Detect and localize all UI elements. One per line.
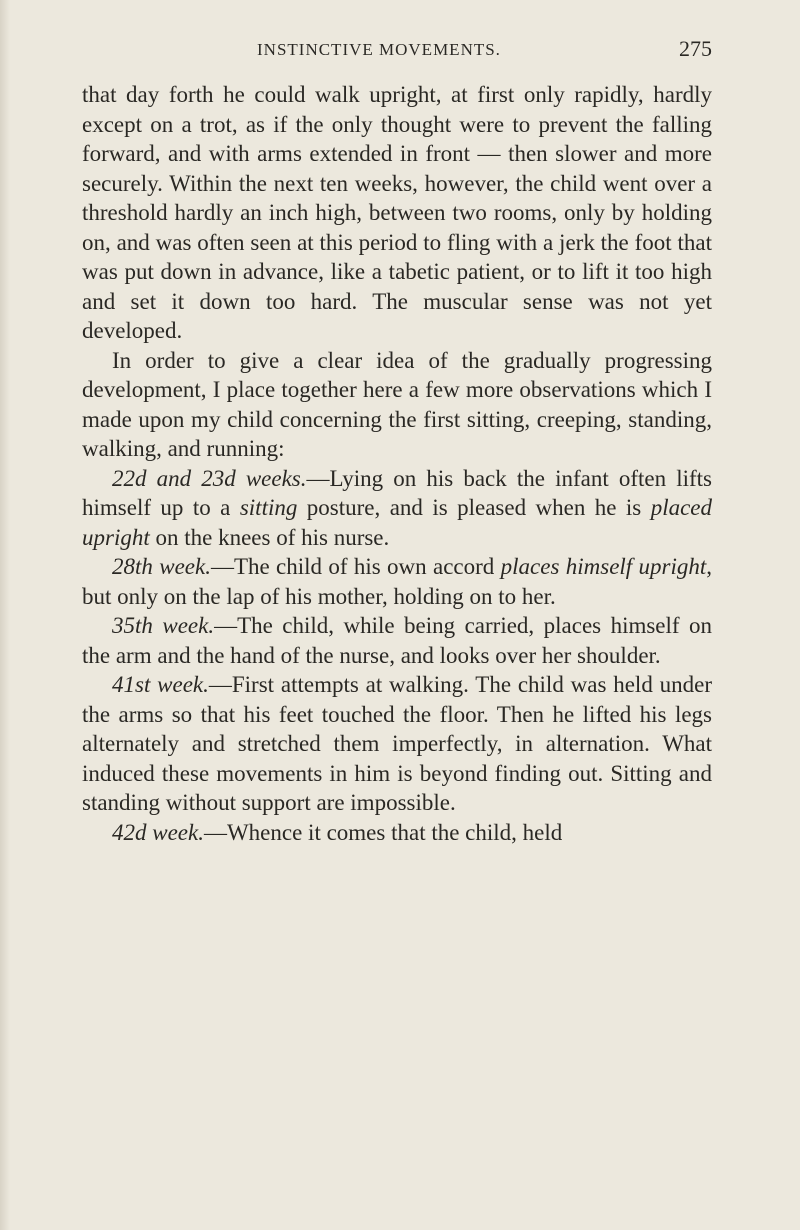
observation-text: posture, and is pleased when he is [297, 495, 651, 520]
emphasized-phrase: places himself upright [500, 554, 707, 579]
observation-text: , but only on the lap of his mother, holding on to her. [82, 554, 712, 609]
observation-text: —Whence it comes that the child, held [203, 819, 563, 845]
observation-entry-28th-week [82, 552, 712, 611]
page-number: 275 [679, 36, 712, 61]
observation-text: —The child of his own accord [210, 554, 501, 579]
emphasized-phrase: placed upright [82, 495, 713, 550]
observation-week-label: 22d and 23d weeks. [112, 465, 307, 491]
observation-text: —Lying on his back the infant often lifts himself up to a [82, 465, 712, 520]
observation-entry-35th-week [82, 611, 712, 670]
observation-week-label: 35th week. [112, 613, 215, 638]
observation-entry-22d-23d-weeks [82, 464, 712, 553]
observation-week-label: 28th week. [112, 554, 211, 579]
body-paragraph: that day forth he could walk upright, at first only rapidly, hardly except on a trot, as if the only thought were to prevent the falling forward, and with arms extended in front — then slower and more securely. Within the next ten weeks, however, the child went over a threshold hardly an inch high, between two rooms, only by holding on, and was often seen at this period to fling with a jerk the foot that was put down in advance, like a tabetic patient, or to lift it too high and set it down too hard. The muscular sense was not yet developed. [82, 82, 712, 343]
running-head [82, 34, 712, 66]
observation-entry-41st-week [82, 670, 712, 818]
body-paragraph: In order to give a clear idea of the gradually progressing development, I place together here a few more observations which I made upon my child concerning the first sitting, creeping, standing, walking, and running: [82, 347, 712, 461]
running-head-title: INSTINCTIVE MOVEMENTS. [257, 40, 501, 59]
page-gutter-shadow [0, 0, 10, 1230]
observation-text: on the knees of his nurse. [149, 524, 390, 550]
page-body [82, 80, 712, 847]
observation-week-label: 42d week. [112, 819, 204, 845]
observation-entry-42d-week [82, 818, 712, 848]
observation-text: —First attempts at walking. The child was held under the arms so that his feet touched the floor. Then he lifted his legs alternately and stretched them imperfectly, in alternation. What induced these movements in him is beyond finding out. Sitting and standing without support are impossible. [82, 672, 712, 815]
observation-week-label: 41st week. [112, 672, 209, 697]
emphasized-phrase: sitting [239, 495, 298, 520]
observation-text: —The child, while being carried, places himself on the arm and the hand of the nurse, and looks over her shoulder. [82, 613, 713, 668]
